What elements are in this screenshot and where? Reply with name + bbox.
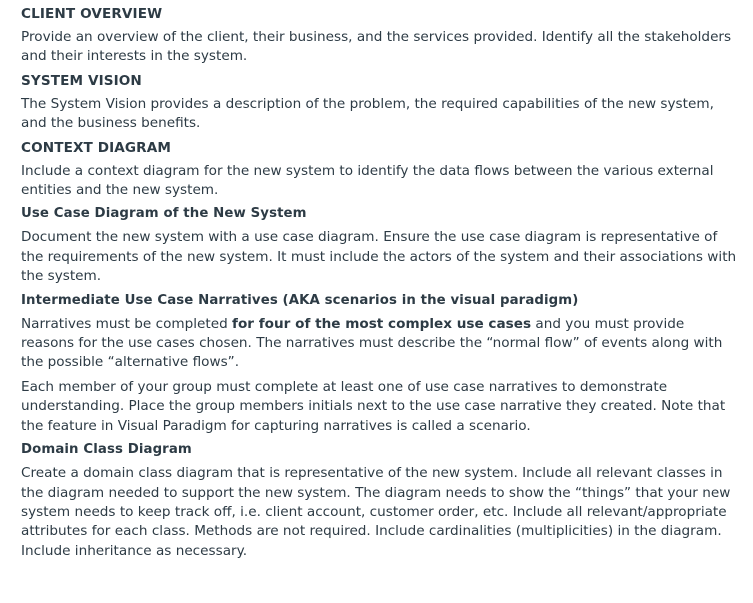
narratives-intro-text: Narratives must be completed bbox=[21, 315, 233, 332]
paragraph-narratives-members: Each member of your group must complete at least one of use case narratives to demonstrate understanding. Place the group members initials next to the use case narrative they created. Note that the feature in Visual Paradigm for capturing narratives is called a scenario. bbox=[21, 378, 726, 434]
heading-context-diagram: CONTEXT DIAGRAM bbox=[21, 139, 171, 156]
paragraph-system-vision: The System Vision provides a description of the problem, the required capabilities of the new system, and the business benefits. bbox=[21, 95, 714, 132]
section-client-overview bbox=[21, 4, 741, 67]
section-domain-class-diagram bbox=[21, 440, 741, 561]
narratives-rest-text: and you must provide reasons for the use cases chosen. The narratives must describe the “normal flow” of events along with the possible “alternative flows”. bbox=[21, 315, 723, 371]
narratives-bold-text: for four of the most complex use cases bbox=[232, 315, 532, 332]
paragraph-narratives-requirement bbox=[21, 315, 741, 373]
section-system-vision bbox=[21, 71, 741, 134]
paragraph-context-diagram: Include a context diagram for the new system to identify the data flows between the various external entities and the new system. bbox=[21, 162, 714, 199]
paragraph-domain-class-diagram: Create a domain class diagram that is representative of the new system. Include all relevant classes in the diagram needed to support the new system. The diagram needs to show the “things” that your new system needs to keep track off, i.e. client account, customer order, etc. Include all relevant/appropriate attributes for each class. Methods are not required. Include cardinalities (multiplicities) in the diagram. Include inheritance as necessary. bbox=[21, 465, 731, 559]
heading-client-overview: CLIENT OVERVIEW bbox=[21, 6, 163, 22]
section-use-case-diagram bbox=[21, 204, 741, 286]
section-use-case-narratives bbox=[21, 291, 741, 436]
section-context-diagram bbox=[21, 138, 741, 201]
paragraph-use-case-diagram: Document the new system with a use case diagram. Ensure the use case diagram is representative of the requirements of the new system. It must include the actors of the system and their associations with the system. bbox=[21, 229, 737, 285]
heading-use-case-diagram: Use Case Diagram of the New System bbox=[21, 206, 307, 222]
heading-system-vision: SYSTEM VISION bbox=[21, 72, 142, 89]
heading-use-case-narratives: Intermediate Use Case Narratives (AKA scenarios in the visual paradigm) bbox=[21, 292, 579, 308]
paragraph-client-overview: Provide an overview of the client, their business, and the services provided. Identify all the stakeholders and their interests in the system. bbox=[21, 29, 732, 65]
heading-domain-class-diagram: Domain Class Diagram bbox=[21, 442, 192, 458]
